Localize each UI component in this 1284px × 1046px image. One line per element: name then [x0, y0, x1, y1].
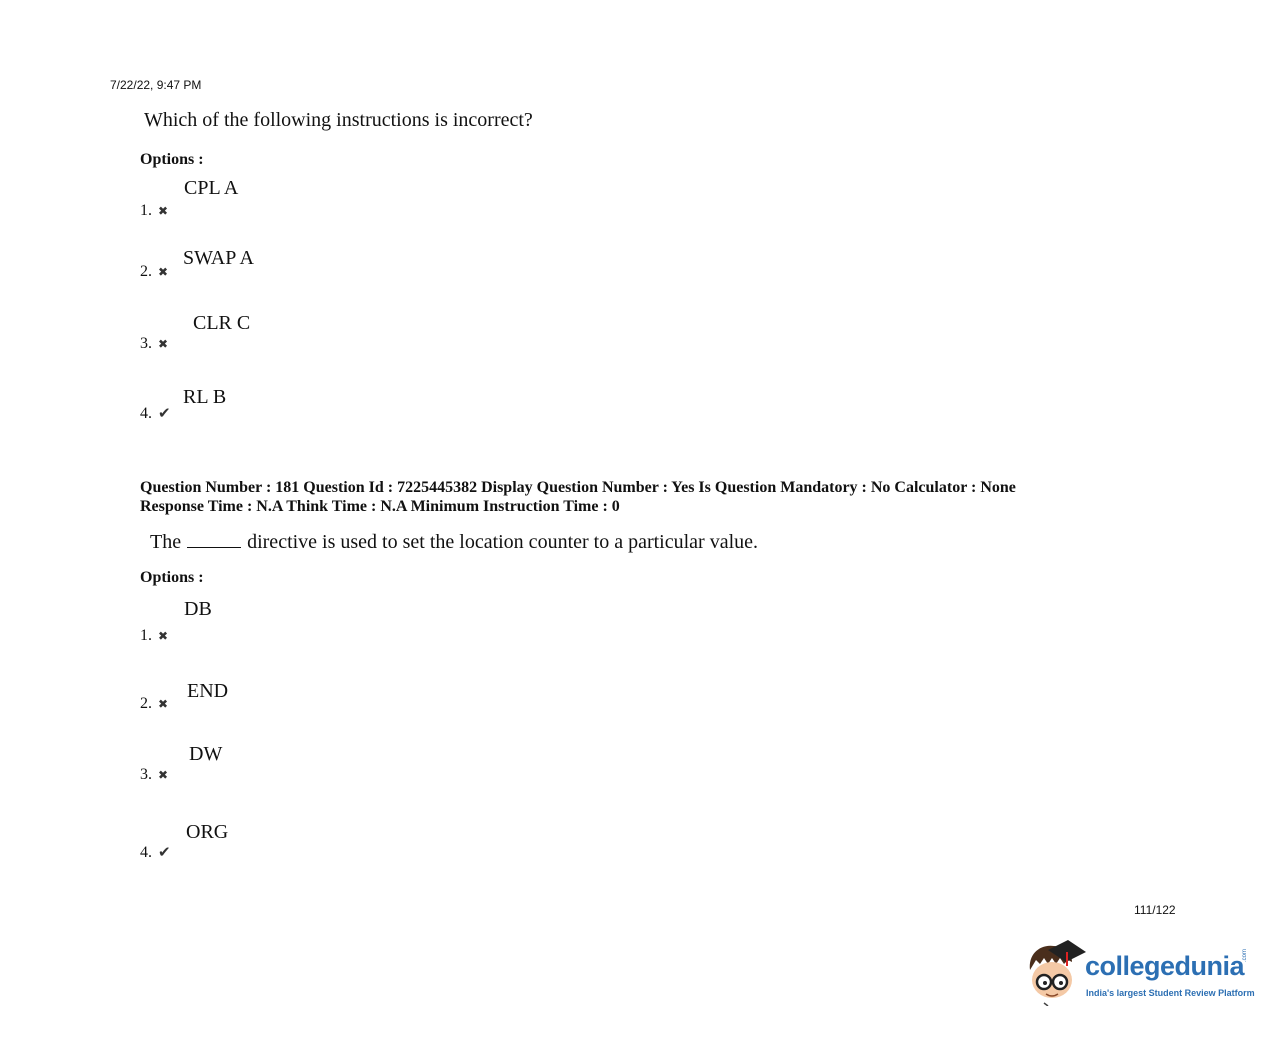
page-number: 111/122 — [1134, 903, 1176, 917]
q1-option-3-number: 3. ✖ — [140, 335, 169, 352]
q1-options-label: Options : — [140, 151, 204, 168]
logo-domain-suffix: .com — [1242, 948, 1248, 962]
check-icon: ✔ — [158, 406, 171, 422]
collegedunia-mascot-logo — [1024, 940, 1086, 1006]
q1-option-3-text: CLR C — [193, 312, 251, 334]
q2-option-2-number: 2. ✖ — [140, 695, 169, 712]
question-meta-line-1: Question Number : 181 Question Id : 7225445382 Display Question Number : Yes Is Question Mandatory : No Calculator : None — [140, 479, 1016, 496]
q2-option-1-number: 1. ✖ — [140, 627, 169, 644]
q2-option-2-text: END — [187, 680, 229, 702]
q1-option-2-number: 2. ✖ — [140, 263, 169, 280]
cross-icon: ✖ — [158, 265, 169, 279]
q1-option-1-text: CPL A — [184, 177, 239, 199]
q1-option-4-number: 4. ✔ — [140, 405, 171, 422]
question-2-text-before: The — [150, 531, 182, 553]
cross-icon: ✖ — [158, 337, 169, 351]
q2-option-3-text: DW — [189, 743, 223, 765]
question-2-text-after: directive is used to set the location counter to a particular value. — [247, 531, 759, 553]
q2-option-4-text: ORG — [186, 821, 229, 843]
question-2-text — [150, 531, 758, 554]
logo-tagline: India's largest Student Review Platform — [1086, 988, 1255, 998]
q2-option-3-number: 3. ✖ — [140, 766, 169, 783]
q2-option-1-text: DB — [184, 598, 212, 620]
cross-icon: ✖ — [158, 629, 169, 643]
cross-icon: ✖ — [158, 697, 169, 711]
fill-in-blank — [187, 533, 241, 548]
question-meta-line-2: Response Time : N.A Think Time : N.A Minimum Instruction Time : 0 — [140, 498, 620, 515]
cross-icon: ✖ — [158, 768, 169, 782]
q2-options-label: Options : — [140, 569, 204, 586]
q1-option-4-text: RL B — [183, 386, 227, 408]
q1-option-1-number: 1. ✖ — [140, 202, 169, 219]
check-icon: ✔ — [158, 845, 171, 861]
cross-icon: ✖ — [158, 204, 169, 218]
collegedunia-wordmark: collegedunia — [1085, 951, 1245, 981]
print-timestamp: 7/22/22, 9:47 PM — [110, 78, 202, 92]
q1-option-2-text: SWAP A — [183, 247, 254, 269]
question-1-text: Which of the following instructions is incorrect? — [144, 109, 533, 131]
q2-option-4-number: 4. ✔ — [140, 844, 171, 861]
